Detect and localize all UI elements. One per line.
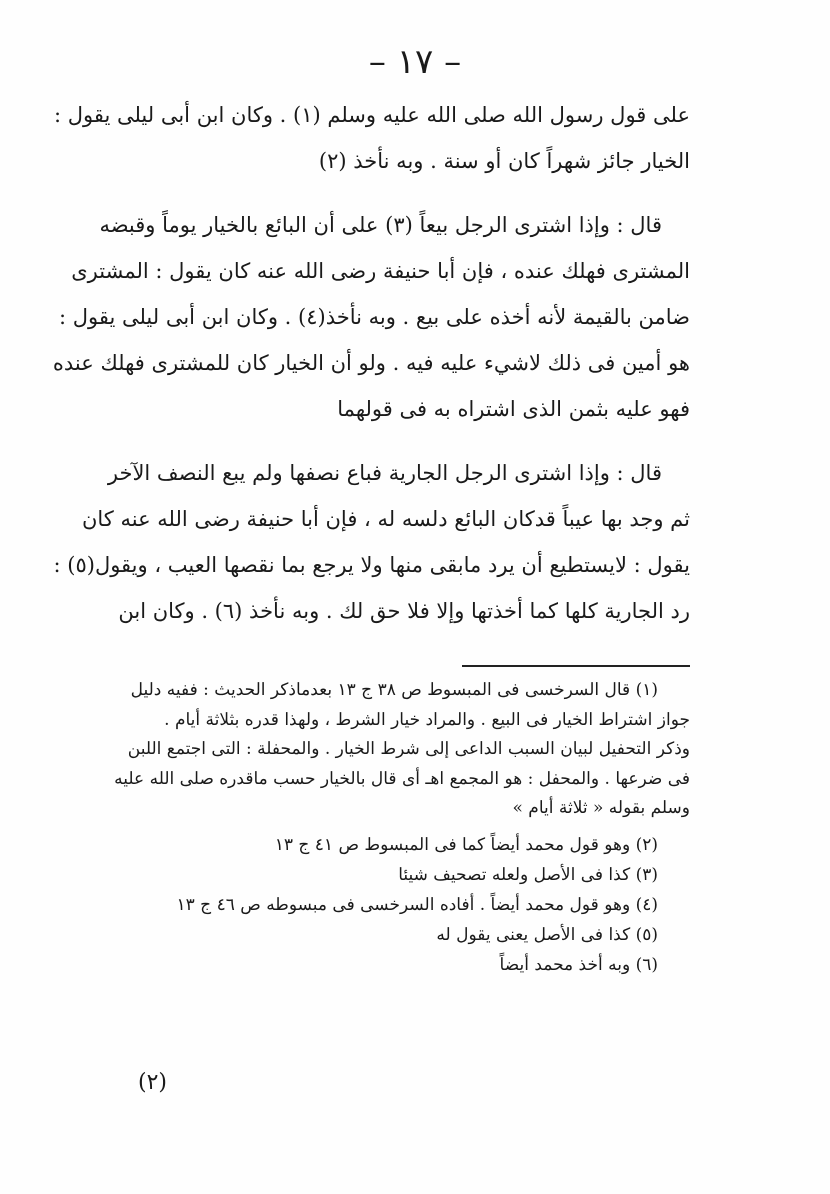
footnote-line: (٥) كذا فى الأصل يعنى يقول له bbox=[436, 924, 658, 945]
footnotes bbox=[114, 676, 690, 980]
text-line: الخيار جائز شهراً كان أو سنة . وبه نأخذ (٢) bbox=[318, 149, 690, 173]
footnote-group bbox=[130, 830, 690, 980]
text-line: قال : وإذا اشترى الرجل الجارية فباع نصفها ولم يبع النصف الآخر bbox=[107, 461, 662, 485]
paragraph-gap bbox=[130, 184, 690, 202]
text-line: فهو عليه بثمن الذى اشتراه به فى قولهما bbox=[337, 397, 690, 421]
text-line: المشترى فهلك عنده ، فإن أبا حنيفة رضى الله عنه كان يقول : المشترى bbox=[71, 259, 690, 283]
page-number: – ١٧ – bbox=[368, 42, 462, 82]
footnote-line: (٤) وهو قول محمد أيضاً . أفاده السرخسى فى مبسوطه ص ٤٦ ج ١٣ bbox=[176, 894, 658, 915]
text-line: يقول : لايستطيع أن يرد مابقى منها ولا يرجع بما نقصها العيب ، ويقول(٥) : bbox=[53, 553, 690, 577]
paragraph-gap bbox=[130, 432, 690, 450]
footnote-line: (٣) كذا فى الأصل ولعله تصحيف شيئا bbox=[398, 864, 658, 885]
footnote-line: وذكر التحفيل لبيان السبب الداعى إلى شرط الخيار . والمحفلة : التى اجتمع اللبن bbox=[127, 739, 690, 759]
text-line: قال : وإذا اشترى الرجل بيعاً (٣) على أن البائع بالخيار يوماً وقبضه bbox=[99, 213, 662, 237]
footnote-divider bbox=[462, 665, 690, 667]
footnote-line: (٢) وهو قول محمد أيضاً كما فى المبسوط ص ٤١ ج ١٣ bbox=[274, 834, 658, 855]
main-text bbox=[52, 92, 690, 634]
footnote-line: (٦) وبه أخذ محمد أيضاً bbox=[499, 954, 658, 975]
footnote-line: (١) قال السرخسى فى المبسوط ص ٣٨ ج ١٣ بعدماذكر الحديث : ففيه دليل bbox=[130, 680, 658, 700]
text-line: ضامن بالقيمة لأنه أخذه على بيع . وبه نأخذ(٤) . وكان ابن أبى ليلى يقول : bbox=[58, 305, 690, 329]
text-line: رد الجارية كلها كما أخذتها وإلا فلا حق لك . وبه نأخذ (٦) . وكان ابن bbox=[118, 599, 690, 623]
footnote-line: جواز اشتراط الخيار فى البيع . والمراد خيار الشرط ، ولهذا قدره بثلاثة أيام . bbox=[164, 709, 690, 730]
signature-mark: (٢) bbox=[138, 1070, 168, 1095]
text-line: ثم وجد بها عيباً قدكان البائع دلسه له ، فإن أبا حنيفة رضى الله عنه كان bbox=[81, 507, 690, 531]
footnote-line: فى ضرعها . والمحفل : هو المجمع اهـ أى قال بالخيار حسب ماقدره صلى الله عليه bbox=[114, 768, 690, 789]
text-line: على قول رسول الله صلى الله عليه وسلم (١) . وكان ابن أبى ليلى يقول : bbox=[53, 103, 690, 127]
footnote-line: وسلم بقوله « ثلاثة أيام » bbox=[512, 798, 690, 818]
text-line: هو أمين فى ذلك لاشيء عليه فيه . ولو أن الخيار كان للمشترى فهلك عنده bbox=[52, 351, 690, 375]
